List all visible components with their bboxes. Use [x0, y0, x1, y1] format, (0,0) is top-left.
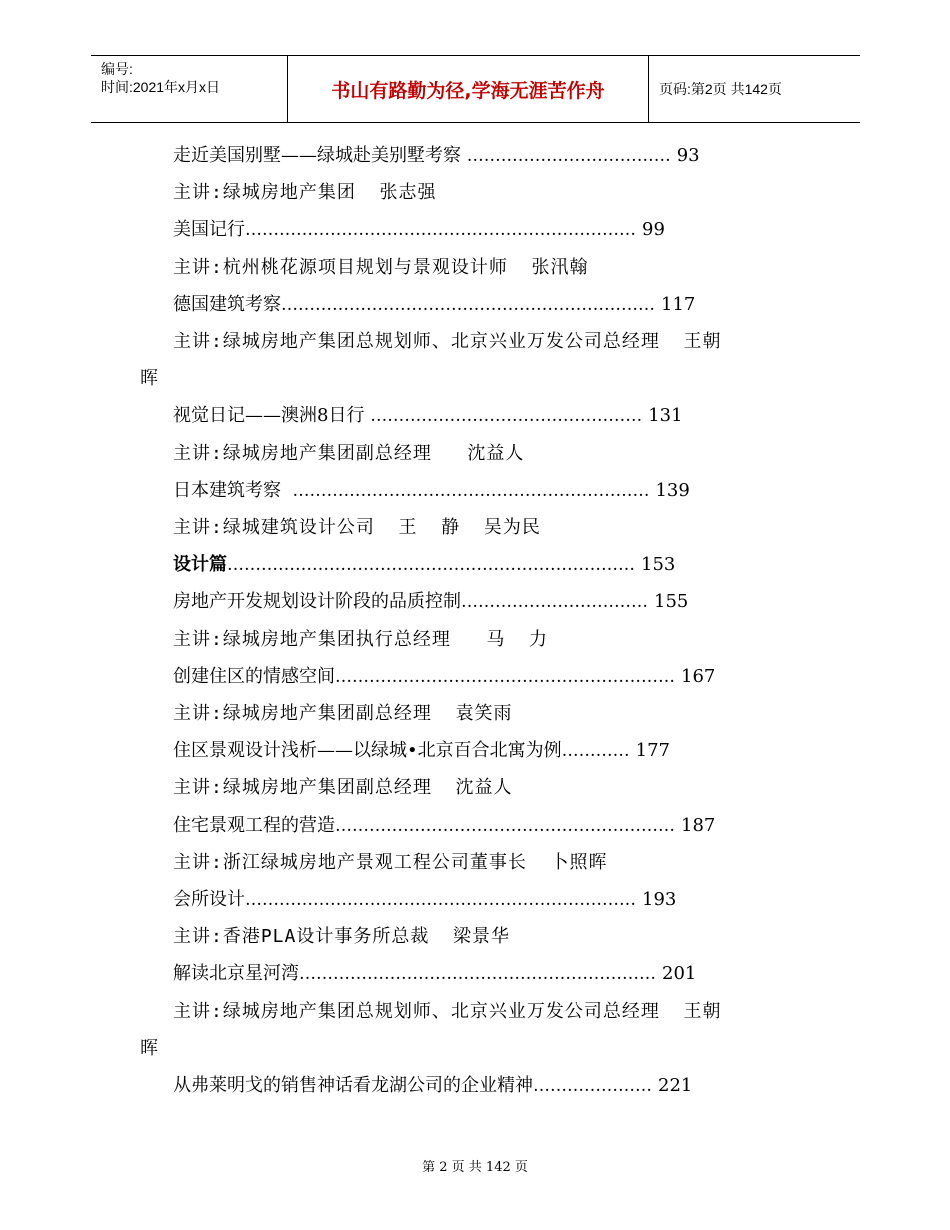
toc-leader-dots: ……………………………………………………………… — [227, 555, 635, 576]
header-meta — [91, 56, 287, 122]
toc-speaker: 主讲:绿城建筑设计公司 王 静 吴为民 — [173, 517, 541, 538]
toc-speaker: 主讲:绿城房地产集团 张志强 — [173, 182, 437, 204]
header-page-info: 页码:第2页 共142页 — [659, 81, 782, 97]
toc-entry-title: 解读北京星河湾 — [173, 963, 299, 985]
toc-leader-dots: ………………………………………… — [370, 406, 643, 427]
number-label: 编号: — [101, 61, 133, 77]
toc-leader-dots: …………………………………………………… — [335, 815, 675, 836]
toc-speaker: 主讲:绿城房地产集团执行总经理 马 力 — [173, 628, 549, 650]
toc-speaker: 主讲:绿城房地产集团总规划师、北京兴业万发公司总经理 王朝 — [173, 1000, 722, 1022]
toc-page-number: 139 — [655, 479, 690, 501]
toc-entry-title: 视觉日记——澳洲8日行 — [173, 405, 371, 427]
page-footer: 第 2 页 共 142 页 — [422, 1160, 528, 1175]
toc-page-number: 117 — [661, 293, 696, 315]
toc-entry-title: 德国建筑考察 — [173, 293, 281, 315]
header-motto: 书山有路勤为径,学海无涯苦作舟 — [287, 56, 649, 122]
toc-page-number: 201 — [662, 963, 697, 985]
toc-entry-title: 创建住区的情感空间 — [173, 665, 335, 687]
toc-entry-title: 走近美国别墅——绿城赴美别墅考察 — [173, 145, 467, 166]
toc-speaker: 主讲:绿城房地产集团副总经理 沈益人 — [173, 442, 525, 464]
toc-entry[interactable] — [173, 551, 675, 579]
toc-entry[interactable] — [173, 886, 676, 914]
toc-page-number: 155 — [654, 591, 689, 613]
toc-entry[interactable] — [173, 588, 688, 616]
toc-speaker-continuation: 晖 — [140, 1037, 158, 1059]
time-label: 时间:2021年x月x日 — [101, 79, 221, 95]
toc-leader-dots: ……………………………………………………… — [299, 964, 656, 985]
toc-speaker: 主讲:绿城房地产集团总规划师、北京兴业万发公司总经理 王朝 — [173, 331, 722, 352]
toc-leader-dots: …………………………………………………………… — [245, 220, 636, 241]
toc-leader-dots: ………………………………………………………… — [281, 294, 655, 315]
toc-page-number: 193 — [642, 889, 677, 910]
toc-entry[interactable] — [173, 291, 695, 319]
toc-leader-dots: ……………………………………………………… — [292, 480, 650, 501]
toc-entry-title: 房地产开发规划设计阶段的品质控制 — [173, 591, 461, 613]
toc-page-number: 131 — [648, 405, 683, 427]
toc-leader-dots: …………………………………………………………… — [245, 890, 636, 910]
toc-leader-dots: …………………………… — [461, 592, 648, 613]
toc-speaker: 主讲:绿城房地产集团副总经理 袁笑雨 — [173, 703, 513, 724]
toc-leader-dots: …………………………………………………… — [335, 666, 675, 687]
toc-entry-title: 会所设计 — [173, 889, 245, 910]
toc-entry[interactable] — [173, 142, 700, 170]
toc-entry-title: 住宅景观工程的营造 — [173, 814, 335, 836]
toc-speaker: 主讲:浙江绿城房地产景观工程公司董事长 卜照晖 — [173, 851, 608, 873]
toc-speaker-continuation: 晖 — [140, 368, 158, 390]
toc-page-number: 93 — [676, 145, 700, 166]
toc-entry-title: 从弗莱明戈的销售神话看龙湖公司的企业精神 — [173, 1075, 533, 1096]
toc-entry[interactable] — [173, 402, 683, 430]
toc-speaker: 主讲:绿城房地产集团副总经理 沈益人 — [173, 777, 513, 799]
page-header — [91, 55, 860, 123]
toc-page-number: 167 — [681, 665, 716, 687]
toc-entry[interactable] — [173, 1072, 692, 1100]
toc-entry[interactable] — [173, 663, 715, 691]
toc-entry-title: 日本建筑考察 — [173, 479, 293, 501]
toc-page-number: 153 — [641, 554, 676, 576]
toc-page-number: 221 — [658, 1075, 693, 1096]
toc-page-number: 187 — [681, 814, 716, 836]
toc-entry[interactable] — [173, 960, 696, 988]
toc-speaker: 主讲:杭州桃花源项目规划与景观设计师 张汛翰 — [173, 256, 589, 278]
toc-leader-dots: ………………… — [533, 1076, 652, 1096]
toc-entry[interactable] — [173, 216, 665, 244]
toc-entry-title: 美国记行 — [173, 219, 245, 241]
toc-entry-title: 住区景观设计浅析——以绿城•北京百合北寓为例 — [173, 740, 562, 762]
toc-speaker: 主讲:香港PLA设计事务所总裁 梁景华 — [173, 926, 511, 948]
toc-entry[interactable] — [173, 737, 670, 765]
toc-page-number: 177 — [635, 740, 670, 762]
toc-leader-dots: ……………………………… — [466, 146, 671, 166]
toc-page-number: 99 — [642, 219, 665, 241]
toc-leader-dots: ………… — [561, 741, 630, 762]
toc-entry[interactable] — [173, 477, 690, 505]
toc-entry[interactable] — [173, 812, 715, 840]
toc-entry-title: 设计篇 — [173, 554, 227, 576]
